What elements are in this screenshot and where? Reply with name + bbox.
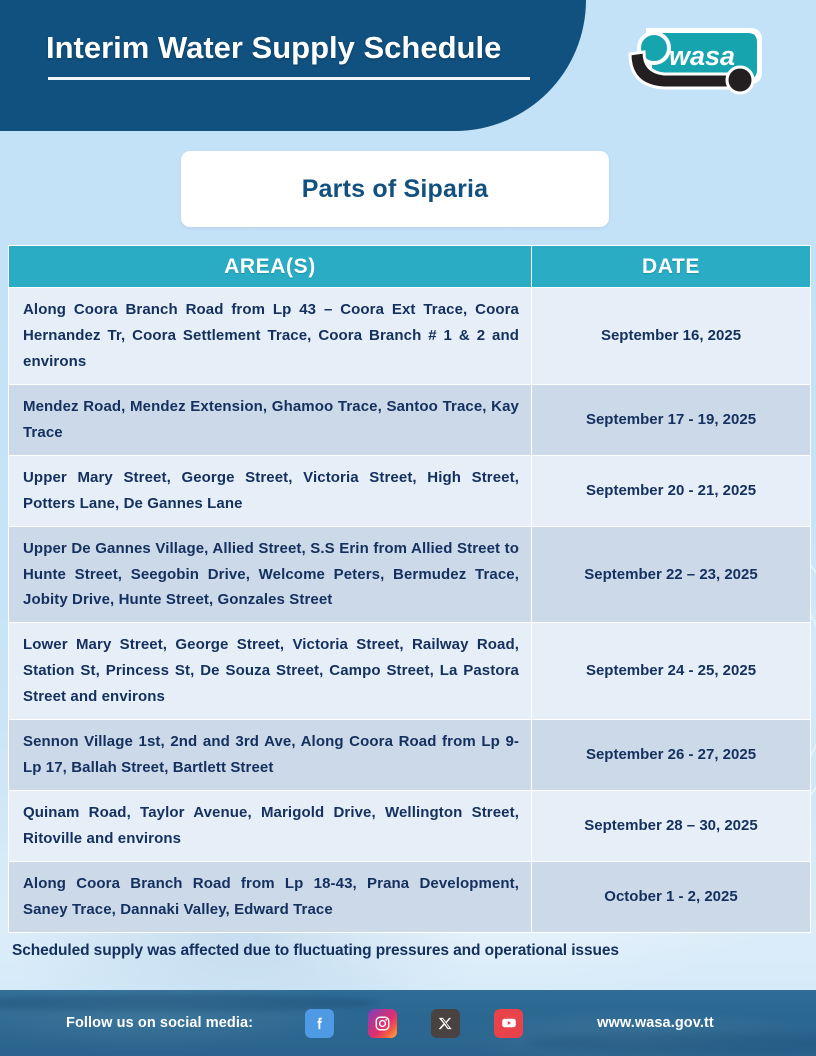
table-row: [9, 720, 811, 791]
header-banner: [0, 0, 586, 131]
social-links: [305, 1009, 523, 1038]
table-row: [9, 526, 811, 623]
cell-areas: Lower Mary Street, George Street, Victoria Street, Railway Road, Station St, Princess St, De Souza Street, Campo Street, La Pastora Street and environs: [9, 623, 532, 720]
column-header-date: DATE: [532, 246, 811, 288]
cell-areas: Quinam Road, Taylor Avenue, Marigold Drive, Wellington Street, Ritoville and environs: [9, 791, 532, 862]
table-row: [9, 623, 811, 720]
page-title: Interim Water Supply Schedule: [46, 30, 502, 65]
wasa-logo: [622, 22, 772, 102]
facebook-icon[interactable]: [305, 1009, 334, 1038]
cell-areas: Sennon Village 1st, 2nd and 3rd Ave, Along Coora Road from Lp 9- Lp 17, Ballah Street, Bartlett Street: [9, 720, 532, 791]
cell-areas: Upper De Gannes Village, Allied Street, S.S Erin from Allied Street to Hunte Street, Seegobin Drive, Welcome Peters, Bermudez Trace, Jobity Drive, Hunte Street, Gonzales Street: [9, 526, 532, 623]
table-row: [9, 861, 811, 932]
area-title-card: [181, 151, 609, 227]
cell-areas: Upper Mary Street, George Street, Victoria Street, High Street, Potters Lane, De Gannes Lane: [9, 455, 532, 526]
cell-areas: Along Coora Branch Road from Lp 18-43, Prana Development, Saney Trace, Dannaki Valley, Edward Trace: [9, 861, 532, 932]
table-row: [9, 455, 811, 526]
logo-wordmark: wasa: [669, 41, 736, 71]
x-icon[interactable]: [431, 1009, 460, 1038]
column-header-areas: AREA(S): [9, 246, 532, 288]
website-link[interactable]: www.wasa.gov.tt: [597, 1015, 714, 1031]
cell-date: September 22 – 23, 2025: [532, 526, 811, 623]
table-header-row: [9, 246, 811, 288]
schedule-table-wrapper: [8, 245, 810, 933]
schedule-table: [8, 245, 811, 933]
cell-areas: Along Coora Branch Road from Lp 43 – Coora Ext Trace, Coora Hernandez Tr, Coora Settlement Trace, Coora Branch # 1 & 2 and environs: [9, 288, 532, 385]
cell-date: September 16, 2025: [532, 288, 811, 385]
footer-content: [0, 1009, 816, 1038]
table-row: [9, 288, 811, 385]
instagram-icon[interactable]: [368, 1009, 397, 1038]
cell-date: September 26 - 27, 2025: [532, 720, 811, 791]
cell-date: September 24 - 25, 2025: [532, 623, 811, 720]
title-underline: [48, 77, 530, 80]
cell-date: September 28 – 30, 2025: [532, 791, 811, 862]
cell-date: September 20 - 21, 2025: [532, 455, 811, 526]
area-title: Parts of Siparia: [301, 174, 489, 203]
table-body: [9, 288, 811, 933]
footer-bar: [0, 990, 816, 1056]
table-head: [9, 246, 811, 288]
table-row: [9, 384, 811, 455]
note-text: Scheduled supply was affected due to fluctuating pressures and operational issues: [12, 942, 619, 959]
note-strip: [0, 923, 816, 979]
table-row: [9, 791, 811, 862]
follow-us-label: Follow us on social media:: [66, 1015, 254, 1031]
cell-areas: Mendez Road, Mendez Extension, Ghamoo Trace, Santoo Trace, Kay Trace: [9, 384, 532, 455]
cell-date: October 1 - 2, 2025: [532, 861, 811, 932]
cell-date: September 17 - 19, 2025: [532, 384, 811, 455]
youtube-icon[interactable]: [494, 1009, 523, 1038]
